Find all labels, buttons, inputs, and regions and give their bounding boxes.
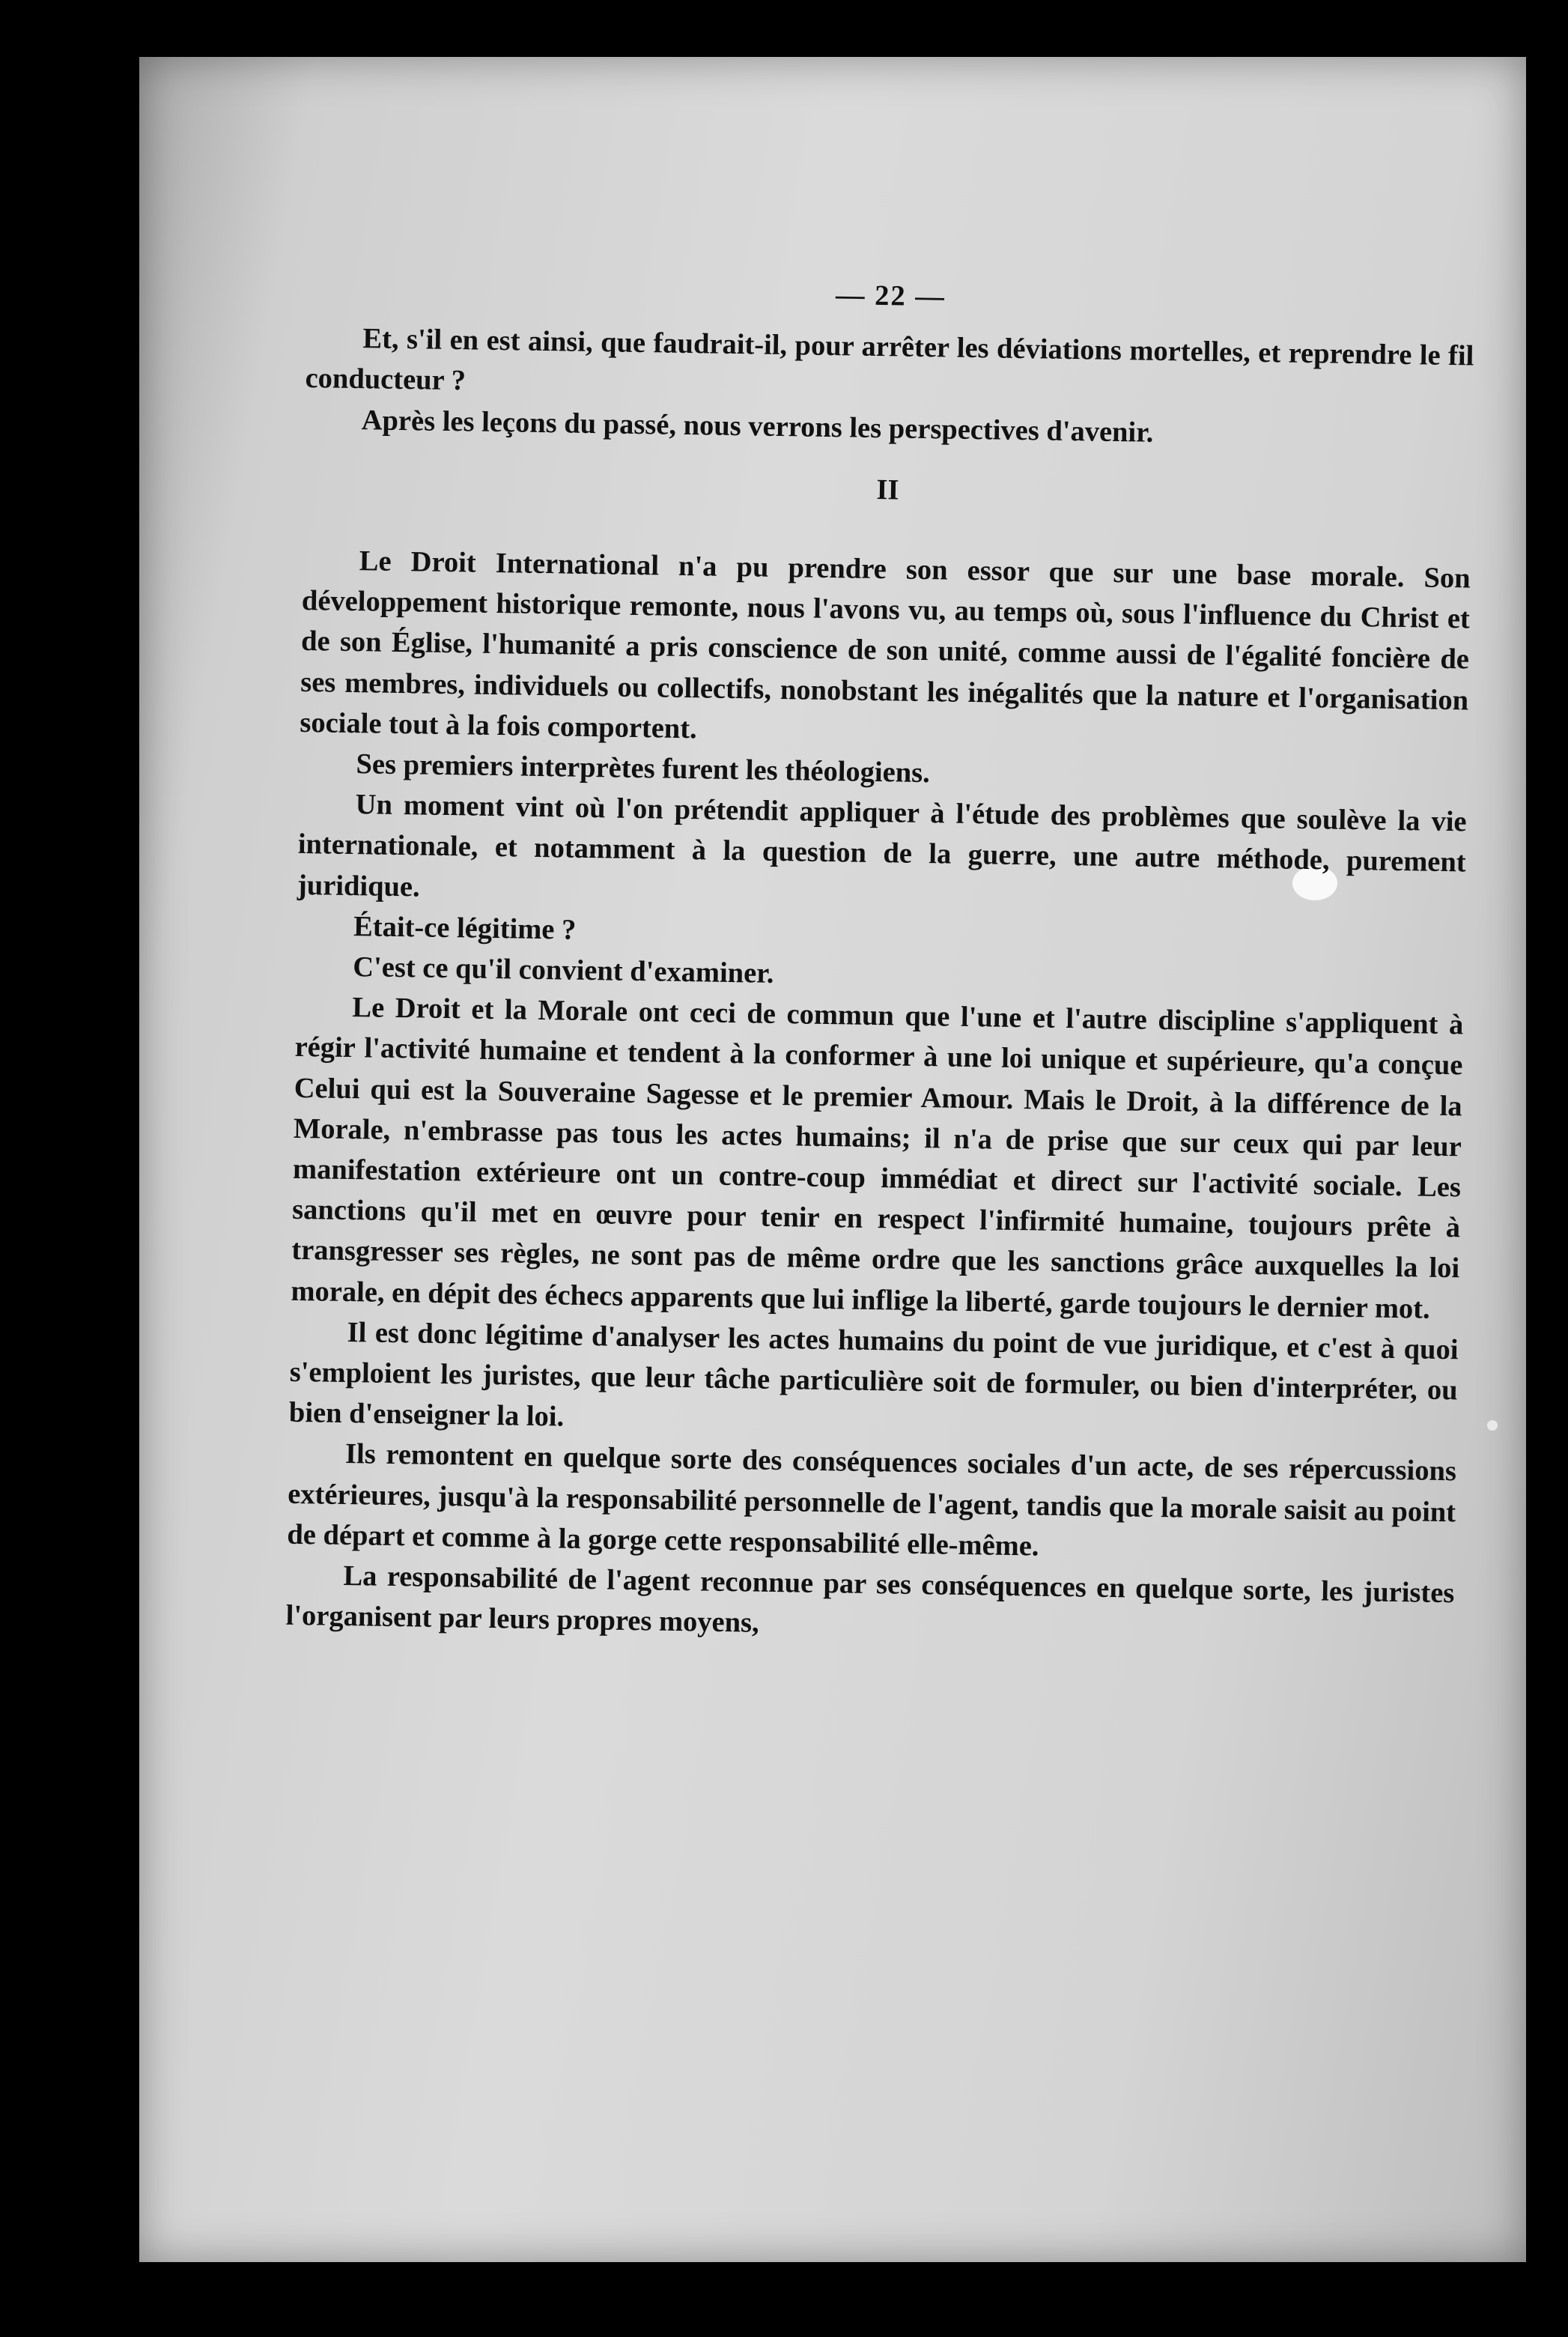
paragraph: C'est ce qu'il convient d'examiner. <box>352 951 774 989</box>
paragraph: Il est donc légitime d'analyser les actes humains du point de vue juridique, et c'est à quoi s'emploient les juristes, que leur tâche particulière soit de formuler, ou bien d'interpréter, ou bien d'enseigner la loi. <box>288 1316 1459 1433</box>
paragraph: Et, s'il en est ainsi, que faudrait-il, pour arrêter les déviations mortelles, et reprendre le fil conducteur ? <box>305 323 1474 397</box>
paragraph: Après les leçons du passé, nous verrons les perspectives d'avenir. <box>361 404 1154 449</box>
scanned-page <box>139 57 1526 2262</box>
paragraph: La responsabilité de l'agent reconnue par ses conséquences en quelque sorte, les juristes l'organisent par leurs propres moyens, <box>285 1560 1455 1640</box>
paragraph: Était-ce légitime ? <box>353 910 577 946</box>
paragraph: Le Droit International n'a pu prendre son essor que sur une base morale. Son développement historique remonte, nous l'avons vu, au temps où, sous l'influence du Christ et de son Église, l'humanité a pris conscience de son unité, comme aussi de l'égalité foncière de ses membres, individuels ou collectifs, nonobstant les inégalités que la nature et l'organisation sociale tout à la fois comportent. <box>300 545 1471 745</box>
paragraph: Ses premiers interprètes furent les théologiens. <box>356 748 931 789</box>
page-number: — 22 — <box>835 279 946 313</box>
paragraph: Ils remontent en quelque sorte des conséquences sociales d'un acte, de ses répercussions extérieures, jusqu'à la responsabilité personnelle de l'agent, tandis que la morale saisit au point de départ et comme à la gorge cette responsabilité elle-même. <box>287 1438 1457 1562</box>
text-block <box>285 267 1475 1655</box>
section-heading: II <box>876 473 899 506</box>
paragraph: Un moment vint où l'on prétendit appliquer à l'étude des problèmes que soulève la vie internationale, et notamment à la question de la guerre, une autre méthode, purement juridique. <box>297 789 1467 903</box>
paragraph: Le Droit et la Morale ont ceci de commun que l'une et l'autre discipline s'appliquent à régir l'activité humaine et tendent à la conformer à une loi unique et supérieure, qu'a conçue Celui qui est la Souveraine Sagesse et le premier Amour. Mais le Droit, à la différence de la Morale, n'embrasse pas tous les actes humains; il n'a de prise que sur ceux qui par leur manifestation extérieure ont un contre-coup immédiat et direct sur l'activité sociale. Les sanctions qu'il met en œuvre pour tenir en respect l'infirmité humaine, toujours prête à transgresser ses règles, ne sont pas de même ordre que les sanctions grâce auxquelles la loi morale, en dépit des échecs apparents que lui inflige la liberté, garde toujours le dernier mot. <box>291 992 1464 1325</box>
paper-speck <box>1487 1420 1498 1431</box>
